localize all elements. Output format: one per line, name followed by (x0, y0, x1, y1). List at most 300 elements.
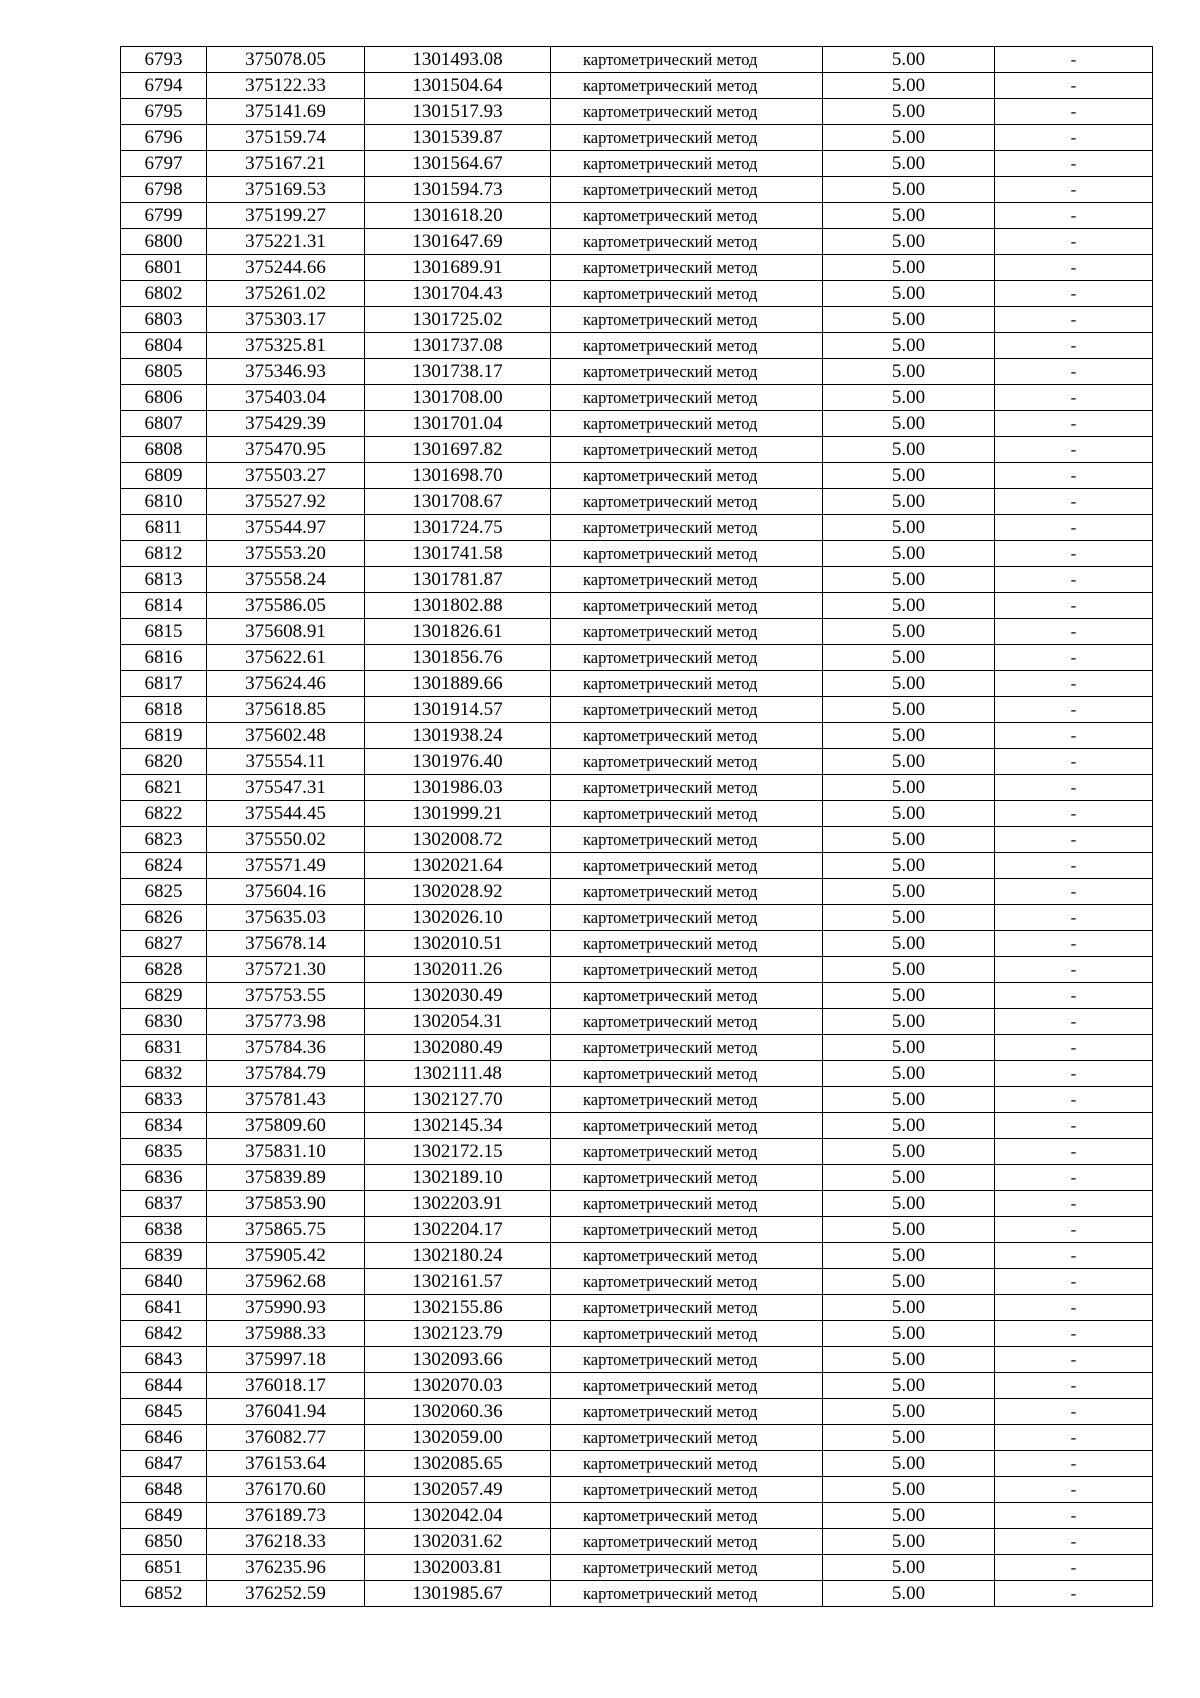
y-coordinate-cell: 1302010.51 (365, 931, 551, 957)
table-row (121, 671, 1153, 697)
table-row (121, 515, 1153, 541)
table-row (121, 567, 1153, 593)
method-cell: картометрический метод (551, 1399, 823, 1425)
dash-cell: - (995, 1269, 1153, 1295)
y-coordinate-cell: 1301698.70 (365, 463, 551, 489)
point-number-cell: 6830 (121, 1009, 207, 1035)
method-cell: картометрический метод (551, 1451, 823, 1477)
method-cell: картометрический метод (551, 1061, 823, 1087)
point-number-cell: 6844 (121, 1373, 207, 1399)
point-number-cell: 6797 (121, 151, 207, 177)
precision-cell: 5.00 (823, 411, 995, 437)
point-number-cell: 6822 (121, 801, 207, 827)
method-cell: картометрический метод (551, 307, 823, 333)
point-number-cell: 6803 (121, 307, 207, 333)
point-number-cell: 6806 (121, 385, 207, 411)
point-number-cell: 6811 (121, 515, 207, 541)
dash-cell: - (995, 1347, 1153, 1373)
dash-cell: - (995, 749, 1153, 775)
x-coordinate-cell: 375678.14 (207, 931, 365, 957)
point-number-cell: 6841 (121, 1295, 207, 1321)
precision-cell: 5.00 (823, 567, 995, 593)
y-coordinate-cell: 1301985.67 (365, 1581, 551, 1607)
method-cell: картометрический метод (551, 1373, 823, 1399)
table-row (121, 1217, 1153, 1243)
precision-cell: 5.00 (823, 1243, 995, 1269)
y-coordinate-cell: 1301737.08 (365, 333, 551, 359)
method-cell: картометрический метод (551, 1503, 823, 1529)
y-coordinate-cell: 1301539.87 (365, 125, 551, 151)
precision-cell: 5.00 (823, 645, 995, 671)
point-number-cell: 6796 (121, 125, 207, 151)
precision-cell: 5.00 (823, 1373, 995, 1399)
method-cell: картометрический метод (551, 1191, 823, 1217)
precision-cell: 5.00 (823, 1087, 995, 1113)
x-coordinate-cell: 375169.53 (207, 177, 365, 203)
x-coordinate-cell: 375905.42 (207, 1243, 365, 1269)
x-coordinate-cell: 375784.36 (207, 1035, 365, 1061)
dash-cell: - (995, 983, 1153, 1009)
x-coordinate-cell: 376153.64 (207, 1451, 365, 1477)
x-coordinate-cell: 376082.77 (207, 1425, 365, 1451)
method-cell: картометрический метод (551, 619, 823, 645)
point-number-cell: 6809 (121, 463, 207, 489)
point-number-cell: 6839 (121, 1243, 207, 1269)
x-coordinate-cell: 376189.73 (207, 1503, 365, 1529)
y-coordinate-cell: 1301701.04 (365, 411, 551, 437)
precision-cell: 5.00 (823, 593, 995, 619)
method-cell: картометрический метод (551, 99, 823, 125)
precision-cell: 5.00 (823, 1009, 995, 1035)
y-coordinate-cell: 1302011.26 (365, 957, 551, 983)
table-row (121, 1295, 1153, 1321)
dash-cell: - (995, 385, 1153, 411)
y-coordinate-cell: 1301504.64 (365, 73, 551, 99)
x-coordinate-cell: 375831.10 (207, 1139, 365, 1165)
y-coordinate-cell: 1302111.48 (365, 1061, 551, 1087)
method-cell: картометрический метод (551, 1165, 823, 1191)
y-coordinate-cell: 1301704.43 (365, 281, 551, 307)
dash-cell: - (995, 177, 1153, 203)
x-coordinate-cell: 376041.94 (207, 1399, 365, 1425)
point-number-cell: 6847 (121, 1451, 207, 1477)
dash-cell: - (995, 593, 1153, 619)
table-row (121, 1477, 1153, 1503)
precision-cell: 5.00 (823, 73, 995, 99)
point-number-cell: 6848 (121, 1477, 207, 1503)
y-coordinate-cell: 1301826.61 (365, 619, 551, 645)
y-coordinate-cell: 1301889.66 (365, 671, 551, 697)
precision-cell: 5.00 (823, 931, 995, 957)
x-coordinate-cell: 375141.69 (207, 99, 365, 125)
table-row (121, 593, 1153, 619)
method-cell: картометрический метод (551, 151, 823, 177)
x-coordinate-cell: 375325.81 (207, 333, 365, 359)
method-cell: картометрический метод (551, 1269, 823, 1295)
point-number-cell: 6850 (121, 1529, 207, 1555)
y-coordinate-cell: 1302026.10 (365, 905, 551, 931)
y-coordinate-cell: 1302085.65 (365, 1451, 551, 1477)
table-row (121, 853, 1153, 879)
point-number-cell: 6799 (121, 203, 207, 229)
x-coordinate-cell: 375624.46 (207, 671, 365, 697)
method-cell: картометрический метод (551, 1087, 823, 1113)
table-row (121, 1399, 1153, 1425)
table-row (121, 1503, 1153, 1529)
method-cell: картометрический метод (551, 905, 823, 931)
y-coordinate-cell: 1302204.17 (365, 1217, 551, 1243)
y-coordinate-cell: 1302059.00 (365, 1425, 551, 1451)
method-cell: картометрический метод (551, 229, 823, 255)
x-coordinate-cell: 375403.04 (207, 385, 365, 411)
x-coordinate-cell: 375553.20 (207, 541, 365, 567)
table-row (121, 489, 1153, 515)
table-row (121, 827, 1153, 853)
x-coordinate-cell: 375571.49 (207, 853, 365, 879)
precision-cell: 5.00 (823, 489, 995, 515)
method-cell: картометрический метод (551, 1581, 823, 1607)
y-coordinate-cell: 1302127.70 (365, 1087, 551, 1113)
table-row (121, 203, 1153, 229)
method-cell: картометрический метод (551, 1425, 823, 1451)
table-row (121, 1061, 1153, 1087)
dash-cell: - (995, 1477, 1153, 1503)
table-row (121, 281, 1153, 307)
table-row (121, 801, 1153, 827)
method-cell: картометрический метод (551, 125, 823, 151)
precision-cell: 5.00 (823, 1451, 995, 1477)
point-number-cell: 6817 (121, 671, 207, 697)
method-cell: картометрический метод (551, 463, 823, 489)
table-row (121, 905, 1153, 931)
method-cell: картометрический метод (551, 47, 823, 73)
precision-cell: 5.00 (823, 619, 995, 645)
point-number-cell: 6846 (121, 1425, 207, 1451)
method-cell: картометрический метод (551, 931, 823, 957)
method-cell: картометрический метод (551, 281, 823, 307)
dash-cell: - (995, 229, 1153, 255)
method-cell: картометрический метод (551, 203, 823, 229)
y-coordinate-cell: 1302003.81 (365, 1555, 551, 1581)
precision-cell: 5.00 (823, 905, 995, 931)
point-number-cell: 6819 (121, 723, 207, 749)
y-coordinate-cell: 1302123.79 (365, 1321, 551, 1347)
x-coordinate-cell: 375809.60 (207, 1113, 365, 1139)
table-row (121, 1243, 1153, 1269)
y-coordinate-cell: 1301647.69 (365, 229, 551, 255)
precision-cell: 5.00 (823, 697, 995, 723)
precision-cell: 5.00 (823, 99, 995, 125)
x-coordinate-cell: 375547.31 (207, 775, 365, 801)
point-number-cell: 6793 (121, 47, 207, 73)
precision-cell: 5.00 (823, 1321, 995, 1347)
y-coordinate-cell: 1301802.88 (365, 593, 551, 619)
dash-cell: - (995, 1243, 1153, 1269)
precision-cell: 5.00 (823, 151, 995, 177)
precision-cell: 5.00 (823, 1581, 995, 1607)
dash-cell: - (995, 125, 1153, 151)
precision-cell: 5.00 (823, 801, 995, 827)
x-coordinate-cell: 376018.17 (207, 1373, 365, 1399)
method-cell: картометрический метод (551, 437, 823, 463)
precision-cell: 5.00 (823, 1139, 995, 1165)
x-coordinate-cell: 375470.95 (207, 437, 365, 463)
table-row (121, 1087, 1153, 1113)
dash-cell: - (995, 255, 1153, 281)
dash-cell: - (995, 1555, 1153, 1581)
table-row (121, 99, 1153, 125)
precision-cell: 5.00 (823, 1191, 995, 1217)
dash-cell: - (995, 1087, 1153, 1113)
precision-cell: 5.00 (823, 1113, 995, 1139)
method-cell: картометрический метод (551, 749, 823, 775)
y-coordinate-cell: 1302028.92 (365, 879, 551, 905)
x-coordinate-cell: 375784.79 (207, 1061, 365, 1087)
y-coordinate-cell: 1302155.86 (365, 1295, 551, 1321)
table-row (121, 1451, 1153, 1477)
point-number-cell: 6825 (121, 879, 207, 905)
y-coordinate-cell: 1302172.15 (365, 1139, 551, 1165)
y-coordinate-cell: 1301724.75 (365, 515, 551, 541)
method-cell: картометрический метод (551, 1035, 823, 1061)
y-coordinate-cell: 1302070.03 (365, 1373, 551, 1399)
method-cell: картометрический метод (551, 1295, 823, 1321)
table-row (121, 1425, 1153, 1451)
y-coordinate-cell: 1301999.21 (365, 801, 551, 827)
method-cell: картометрический метод (551, 593, 823, 619)
x-coordinate-cell: 375853.90 (207, 1191, 365, 1217)
table-row (121, 1581, 1153, 1607)
x-coordinate-cell: 375622.61 (207, 645, 365, 671)
dash-cell: - (995, 1295, 1153, 1321)
x-coordinate-cell: 375865.75 (207, 1217, 365, 1243)
point-number-cell: 6851 (121, 1555, 207, 1581)
x-coordinate-cell: 375839.89 (207, 1165, 365, 1191)
x-coordinate-cell: 375990.93 (207, 1295, 365, 1321)
x-coordinate-cell: 375554.11 (207, 749, 365, 775)
dash-cell: - (995, 1035, 1153, 1061)
table-row (121, 255, 1153, 281)
table-row (121, 1269, 1153, 1295)
table-row (121, 931, 1153, 957)
table-row (121, 1113, 1153, 1139)
table-row (121, 229, 1153, 255)
method-cell: картометрический метод (551, 879, 823, 905)
point-number-cell: 6813 (121, 567, 207, 593)
precision-cell: 5.00 (823, 307, 995, 333)
dash-cell: - (995, 1503, 1153, 1529)
x-coordinate-cell: 375221.31 (207, 229, 365, 255)
x-coordinate-cell: 375602.48 (207, 723, 365, 749)
point-number-cell: 6814 (121, 593, 207, 619)
precision-cell: 5.00 (823, 1399, 995, 1425)
precision-cell: 5.00 (823, 1295, 995, 1321)
dash-cell: - (995, 333, 1153, 359)
method-cell: картометрический метод (551, 1477, 823, 1503)
dash-cell: - (995, 619, 1153, 645)
y-coordinate-cell: 1301986.03 (365, 775, 551, 801)
table-row (121, 983, 1153, 1009)
table-row (121, 437, 1153, 463)
precision-cell: 5.00 (823, 1217, 995, 1243)
point-number-cell: 6795 (121, 99, 207, 125)
point-number-cell: 6833 (121, 1087, 207, 1113)
precision-cell: 5.00 (823, 775, 995, 801)
x-coordinate-cell: 375962.68 (207, 1269, 365, 1295)
table-row (121, 619, 1153, 645)
table-row (121, 723, 1153, 749)
dash-cell: - (995, 905, 1153, 931)
method-cell: картометрический метод (551, 801, 823, 827)
dash-cell: - (995, 1009, 1153, 1035)
dash-cell: - (995, 99, 1153, 125)
x-coordinate-cell: 376235.96 (207, 1555, 365, 1581)
table-row (121, 697, 1153, 723)
dash-cell: - (995, 957, 1153, 983)
table-row (121, 1529, 1153, 1555)
precision-cell: 5.00 (823, 671, 995, 697)
dash-cell: - (995, 1139, 1153, 1165)
dash-cell: - (995, 1113, 1153, 1139)
precision-cell: 5.00 (823, 853, 995, 879)
precision-cell: 5.00 (823, 229, 995, 255)
y-coordinate-cell: 1301708.67 (365, 489, 551, 515)
point-number-cell: 6838 (121, 1217, 207, 1243)
y-coordinate-cell: 1302021.64 (365, 853, 551, 879)
precision-cell: 5.00 (823, 281, 995, 307)
x-coordinate-cell: 375122.33 (207, 73, 365, 99)
y-coordinate-cell: 1301708.00 (365, 385, 551, 411)
point-number-cell: 6837 (121, 1191, 207, 1217)
dash-cell: - (995, 1425, 1153, 1451)
precision-cell: 5.00 (823, 1269, 995, 1295)
precision-cell: 5.00 (823, 1347, 995, 1373)
y-coordinate-cell: 1302030.49 (365, 983, 551, 1009)
precision-cell: 5.00 (823, 359, 995, 385)
table-row (121, 385, 1153, 411)
table-row (121, 1321, 1153, 1347)
point-number-cell: 6843 (121, 1347, 207, 1373)
x-coordinate-cell: 375303.17 (207, 307, 365, 333)
method-cell: картометрический метод (551, 1113, 823, 1139)
dash-cell: - (995, 489, 1153, 515)
dash-cell: - (995, 1399, 1153, 1425)
x-coordinate-cell: 375635.03 (207, 905, 365, 931)
y-coordinate-cell: 1301618.20 (365, 203, 551, 229)
dash-cell: - (995, 307, 1153, 333)
table-row (121, 879, 1153, 905)
table-row (121, 1191, 1153, 1217)
precision-cell: 5.00 (823, 1477, 995, 1503)
method-cell: картометрический метод (551, 411, 823, 437)
y-coordinate-cell: 1302042.04 (365, 1503, 551, 1529)
table-row (121, 151, 1153, 177)
table-row (121, 645, 1153, 671)
x-coordinate-cell: 375781.43 (207, 1087, 365, 1113)
precision-cell: 5.00 (823, 957, 995, 983)
dash-cell: - (995, 411, 1153, 437)
method-cell: картометрический метод (551, 827, 823, 853)
method-cell: картометрический метод (551, 333, 823, 359)
dash-cell: - (995, 1217, 1153, 1243)
point-number-cell: 6842 (121, 1321, 207, 1347)
point-number-cell: 6794 (121, 73, 207, 99)
y-coordinate-cell: 1301594.73 (365, 177, 551, 203)
dash-cell: - (995, 853, 1153, 879)
y-coordinate-cell: 1301725.02 (365, 307, 551, 333)
dash-cell: - (995, 1581, 1153, 1607)
y-coordinate-cell: 1301976.40 (365, 749, 551, 775)
table-row (121, 1347, 1153, 1373)
point-number-cell: 6820 (121, 749, 207, 775)
precision-cell: 5.00 (823, 1165, 995, 1191)
point-number-cell: 6823 (121, 827, 207, 853)
dash-cell: - (995, 827, 1153, 853)
point-number-cell: 6836 (121, 1165, 207, 1191)
table-row (121, 749, 1153, 775)
y-coordinate-cell: 1302054.31 (365, 1009, 551, 1035)
precision-cell: 5.00 (823, 541, 995, 567)
precision-cell: 5.00 (823, 1425, 995, 1451)
precision-cell: 5.00 (823, 177, 995, 203)
dash-cell: - (995, 697, 1153, 723)
y-coordinate-cell: 1302080.49 (365, 1035, 551, 1061)
dash-cell: - (995, 463, 1153, 489)
dash-cell: - (995, 73, 1153, 99)
method-cell: картометрический метод (551, 177, 823, 203)
precision-cell: 5.00 (823, 437, 995, 463)
x-coordinate-cell: 375997.18 (207, 1347, 365, 1373)
point-number-cell: 6826 (121, 905, 207, 931)
dash-cell: - (995, 879, 1153, 905)
table-row (121, 73, 1153, 99)
y-coordinate-cell: 1301517.93 (365, 99, 551, 125)
point-number-cell: 6815 (121, 619, 207, 645)
precision-cell: 5.00 (823, 515, 995, 541)
table-row (121, 177, 1153, 203)
y-coordinate-cell: 1302189.10 (365, 1165, 551, 1191)
point-number-cell: 6816 (121, 645, 207, 671)
method-cell: картометрический метод (551, 1217, 823, 1243)
point-number-cell: 6828 (121, 957, 207, 983)
point-number-cell: 6821 (121, 775, 207, 801)
point-number-cell: 6832 (121, 1061, 207, 1087)
method-cell: картометрический метод (551, 567, 823, 593)
dash-cell: - (995, 437, 1153, 463)
point-number-cell: 6804 (121, 333, 207, 359)
precision-cell: 5.00 (823, 333, 995, 359)
table-row (121, 1165, 1153, 1191)
precision-cell: 5.00 (823, 203, 995, 229)
dash-cell: - (995, 567, 1153, 593)
x-coordinate-cell: 375503.27 (207, 463, 365, 489)
point-number-cell: 6827 (121, 931, 207, 957)
dash-cell: - (995, 541, 1153, 567)
table-row (121, 541, 1153, 567)
x-coordinate-cell: 375078.05 (207, 47, 365, 73)
dash-cell: - (995, 1529, 1153, 1555)
x-coordinate-cell: 375604.16 (207, 879, 365, 905)
table-row (121, 1009, 1153, 1035)
y-coordinate-cell: 1301689.91 (365, 255, 551, 281)
x-coordinate-cell: 375527.92 (207, 489, 365, 515)
y-coordinate-cell: 1301564.67 (365, 151, 551, 177)
method-cell: картометрический метод (551, 1009, 823, 1035)
method-cell: картометрический метод (551, 515, 823, 541)
y-coordinate-cell: 1302180.24 (365, 1243, 551, 1269)
method-cell: картометрический метод (551, 1139, 823, 1165)
point-number-cell: 6801 (121, 255, 207, 281)
